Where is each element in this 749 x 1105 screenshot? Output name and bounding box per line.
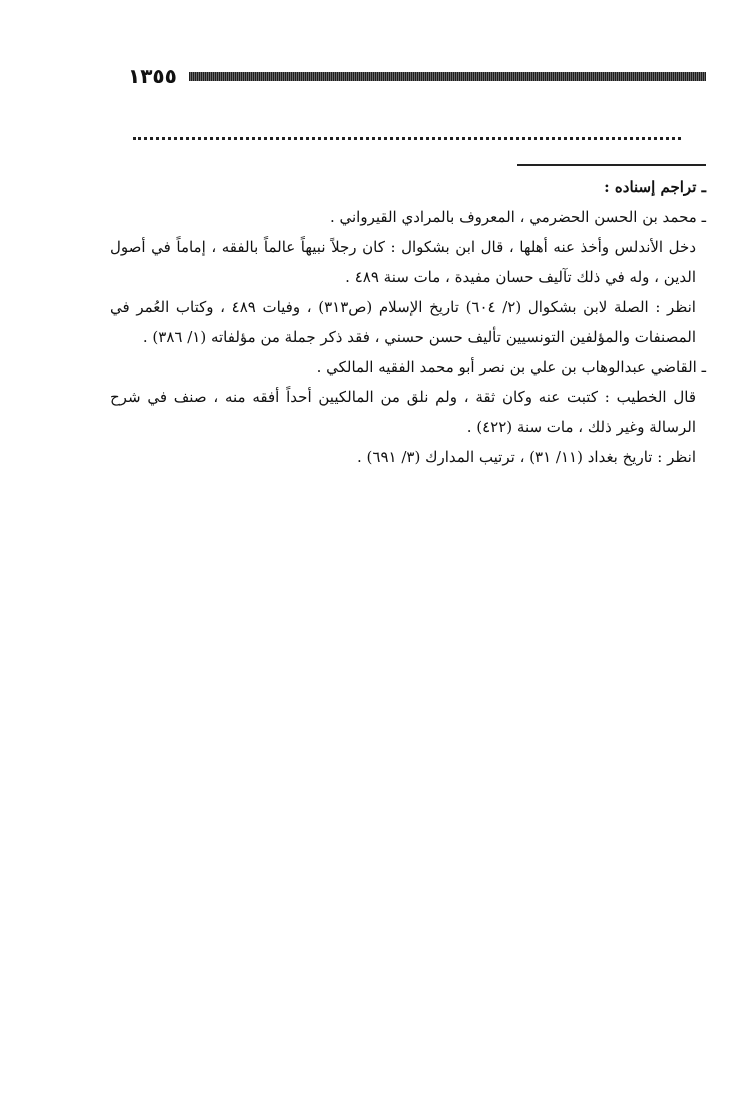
section-heading: ـ تراجم إسناده : xyxy=(604,178,706,196)
entry-name: ـ محمد بن الحسن الحضرمي ، المعروف بالمرادي القيرواني . xyxy=(329,208,706,226)
entry-text: دخل الأندلس وأخذ عنه أهلها ، قال ابن بشكوال : كان رجلاً نبيهاً عالماً بالفقه ، إماماً في أصول الدين ، وله في ذلك تآليف حسان مفيدة ، مات سنة ٤٨٩ . xyxy=(110,238,696,286)
footnote-body xyxy=(110,172,706,472)
footnote-divider xyxy=(517,164,706,166)
biography-entry-2 xyxy=(110,352,706,472)
page-number: ١٣٥٥ xyxy=(128,64,177,88)
biography-entry-1 xyxy=(110,202,706,352)
entry-name: ـ القاضي عبدالوهاب بن علي بن نصر أبو محمد الفقيه المالكي . xyxy=(316,358,706,376)
entry-references: انظر : الصلة لابن بشكوال (٢/ ٦٠٤) تاريخ الإسلام (ص٣١٣) ، وفيات ٤٨٩ ، وكتاب العُمر في المصنفات والمؤلفين التونسيين تأليف حسن حسني ، فقد ذكر جملة من مؤلفاته (١/ ٣٨٦) . xyxy=(110,298,696,346)
page-header xyxy=(128,64,706,88)
dotted-separator xyxy=(133,117,681,140)
entry-text: قال الخطيب : كتبت عنه وكان ثقة ، ولم نلق من المالكيين أحداً أفقه منه ، صنف في شرح الرسالة وغير ذلك ، مات سنة (٤٢٢) . xyxy=(110,388,696,436)
header-rule xyxy=(189,72,706,81)
entry-references: انظر : تاريخ بغداد (١١/ ٣١) ، ترتيب المدارك (٣/ ٦٩١) . xyxy=(357,448,696,466)
